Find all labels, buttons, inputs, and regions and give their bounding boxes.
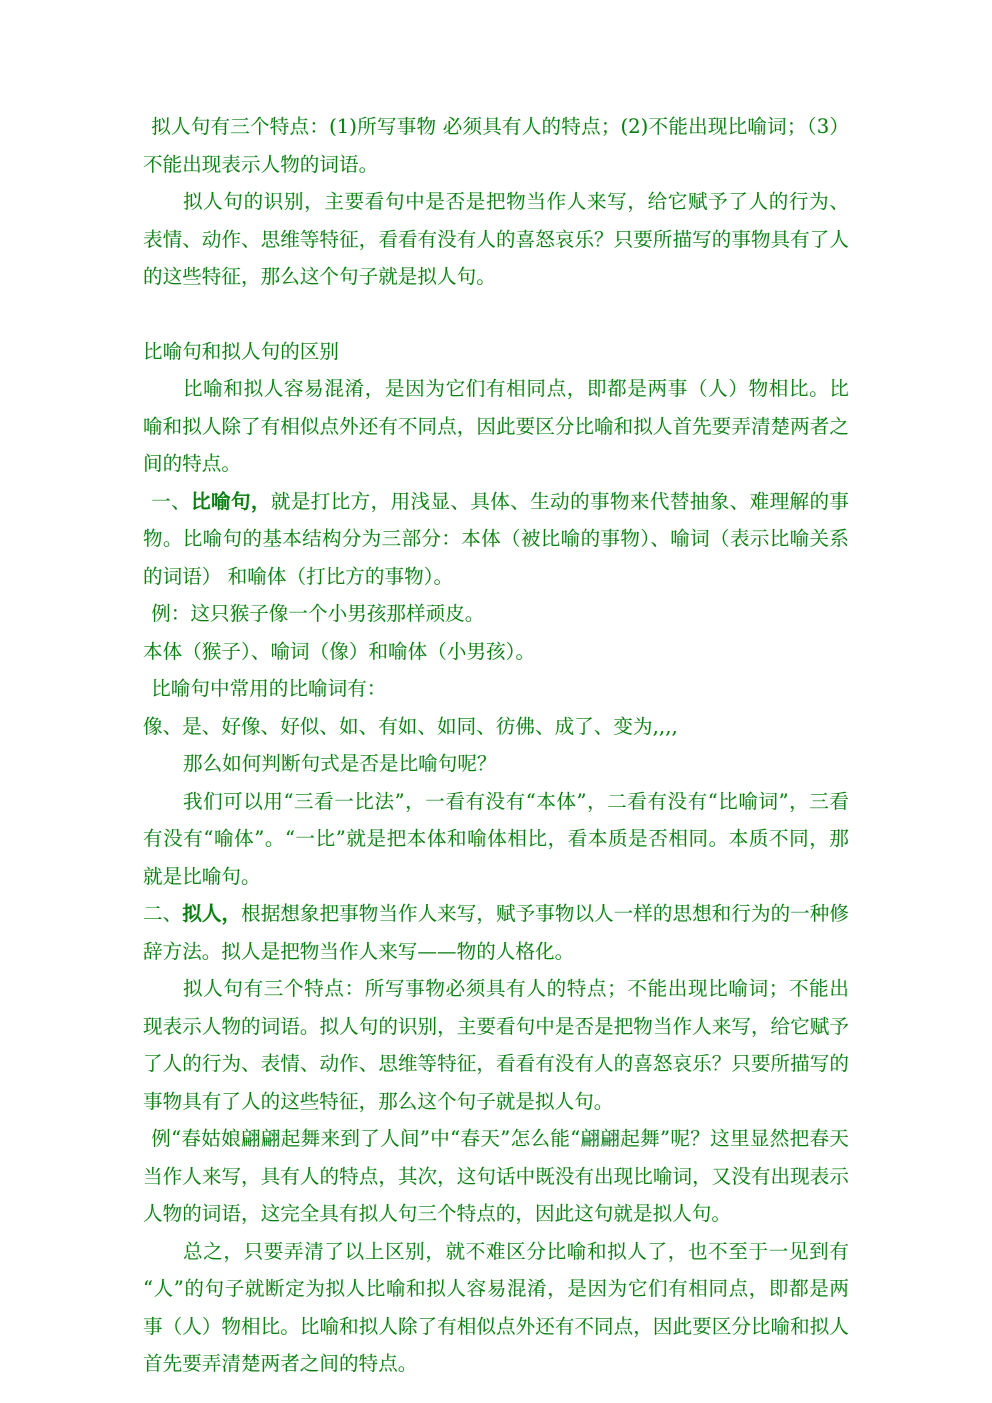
paragraph-personification-example: 例“春姑娘翩翩起舞来到了人间”中“春天”怎么能“翩翩起舞”呢？这里显然把春天当作人来写，具有人的特点，其次，这句话中既没有出现比喻词，又没有出现表示人物的词语，这完全具有拟人句三个特点的，因此这句就是拟人句。 (143, 1127, 849, 1225)
paragraph-simile-words-lead: 比喻句中常用的比喻词有： (151, 677, 387, 700)
paragraph-three-look-one-compare: 我们可以用“三看一比法”，一看有没有“本体”，二看有没有“比喻词”，三看有没有“喻体”。“一比”就是把本体和喻体相比，看本质是否相同。本质不同，那就是比喻句。 (143, 789, 849, 888)
paragraph-personification-definition (143, 895, 849, 970)
document-body (143, 108, 849, 1383)
paragraph-simile-words-list: 像、是、好像、好似、如、有如、如同、彷佛、成了、变为,,,, (143, 714, 678, 738)
paragraph-how-to-judge-question: 那么如何判断句式是否是比喻句呢？ (182, 752, 497, 775)
paragraph-simile-definition (143, 483, 849, 596)
paragraph-simile-example-breakdown: 本体（猴子）、喻词（像）和喻体（小男孩）。 (143, 639, 536, 663)
paragraph-confusion-explanation: 比喻和拟人容易混淆，是因为它们有相同点，即都是两事（人）物相比。比喻和拟人除了有相似点外还有不同点，因此要区分比喻和拟人首先要弄清楚两者之间的特点。 (143, 377, 849, 475)
paragraph-personification-features-detail: 拟人句有三个特点：所写事物必须具有人的特点；不能出现比喻词；不能出现表示人物的词语。拟人句的识别，主要看句中是否是把物当作人来写，给它赋予了人的行为、表情、动作、思维等特征，看看有没有人的喜怒哀乐？只要所描写的事物具有了人的这些特征，那么这个句子就是拟人句。 (143, 977, 849, 1113)
personification-list-marker: 二、 (143, 902, 183, 925)
personification-definition-text: 根据想象把事物当作人来写，赋予事物以人一样的思想和行为的一种修辞方法。拟人是把物当作人来写——物的人格化。 (143, 902, 849, 963)
paragraph-personification-identification: 拟人句的识别，主要看句中是否是把物当作人来写，给它赋予了人的行为、表情、动作、思维等特征，看看有没有人的喜怒哀乐？只要所描写的事物具有了人的这些特征，那么这个句子就是拟人句。 (143, 190, 849, 288)
paragraph-spacer (143, 296, 849, 333)
paragraph-simile-example: 例：这只猴子像一个小男孩那样顽皮。 (151, 602, 485, 625)
simile-term-bold: 比喻句， (191, 489, 271, 513)
paragraph-summary: 总之，只要弄清了以上区别，就不难区分比喻和拟人了，也不至于一见到有“人”的句子就断定为拟人比喻和拟人容易混淆，是因为它们有相同点，即都是两事（人）物相比。比喻和拟人除了有相似点外还有不同点，因此要区分比喻和拟人首先要弄清楚两者之间的特点。 (143, 1239, 849, 1375)
paragraph-personification-features-intro: 拟人句有三个特点：(1)所写事物 必须具有人的特点；(2)不能出现比喻词；（3）不能出现表示人物的词语。 (143, 115, 849, 176)
section-heading-difference: 比喻句和拟人句的区别 (143, 339, 340, 363)
simile-definition-text: 就是打比方，用浅显、具体、生动的事物来代替抽象、难理解的事物。比喻句的基本结构分为三部分：本体（被比喻的事物）、喻词（表示比喻关系的词语） 和喻体（打比方的事物）。 (143, 489, 850, 588)
simile-list-marker: 一、 (151, 489, 192, 513)
personification-term-bold: 拟人， (182, 902, 242, 925)
